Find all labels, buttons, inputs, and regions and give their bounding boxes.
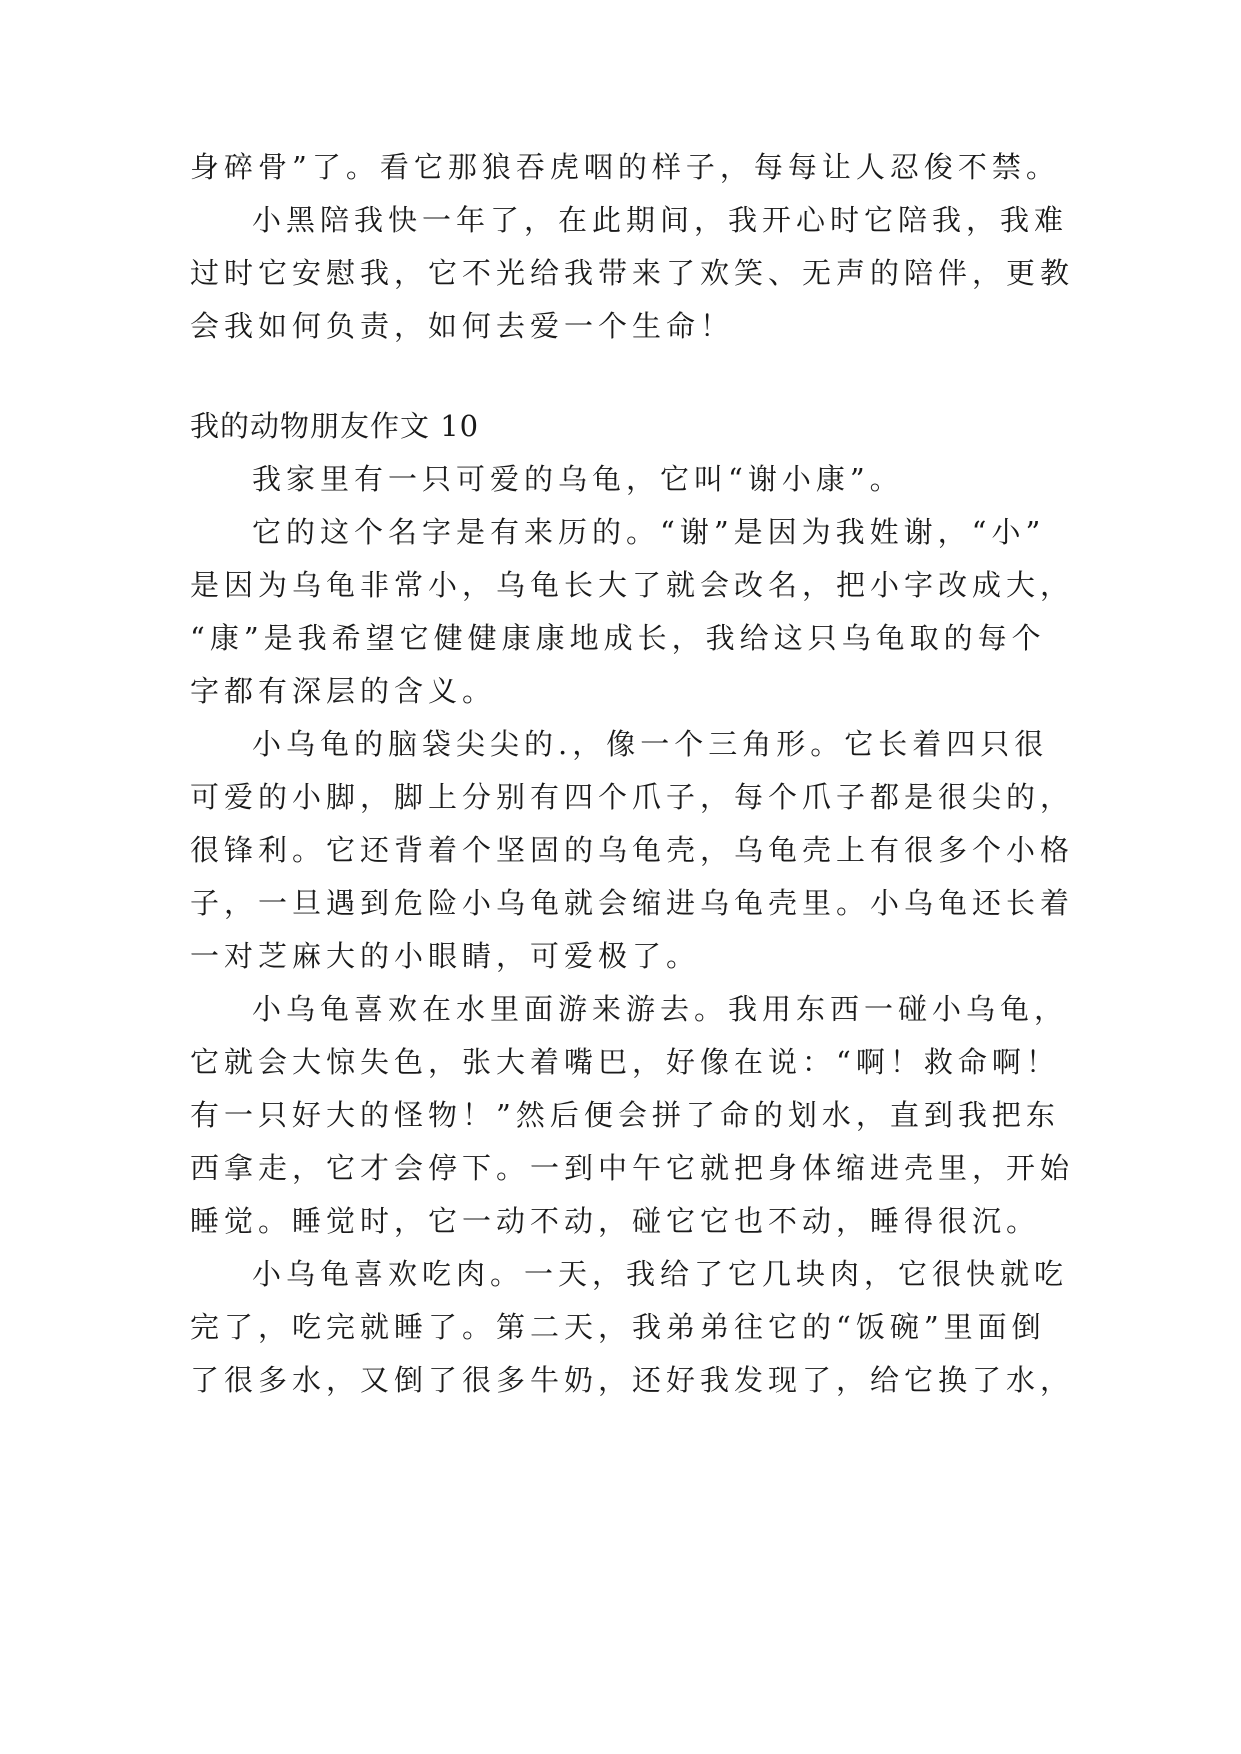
essay-title: 我的动物朋友作文 10 xyxy=(190,409,480,443)
paragraph-line: 西拿走，它才会停下。一到中午它就把身体缩进壳里，开始 xyxy=(190,1151,1075,1185)
paragraph-line: 小乌龟的脑袋尖尖的.，像一个三角形。它长着四只很 xyxy=(252,727,1049,761)
paragraph-line: 了很多水，又倒了很多牛奶，还好我发现了，给它换了水， xyxy=(190,1363,1075,1397)
paragraph-line: 完了，吃完就睡了。第二天，我弟弟往它的“饭碗”里面倒 xyxy=(190,1310,1046,1344)
paragraph-line: 小黑陪我快一年了，在此期间，我开心时它陪我，我难 xyxy=(252,203,1069,237)
paragraph-line: 睡觉。睡觉时，它一动不动，碰它它也不动，睡得很沉。 xyxy=(190,1204,1041,1238)
paragraph-line: 我家里有一只可爱的乌龟，它叫“谢小康”。 xyxy=(252,462,904,496)
paragraph-line: 是因为乌龟非常小，乌龟长大了就会改名，把小字改成大， xyxy=(190,568,1075,602)
paragraph-line: 字都有深层的含义。 xyxy=(190,674,497,708)
paragraph-line: 过时它安慰我，它不光给我带来了欢笑、无声的陪伴，更教 xyxy=(190,256,1075,290)
paragraph-line: “康”是我希望它健健康康地成长，我给这只乌龟取的每个 xyxy=(190,621,1046,655)
paragraph-line: 有一只好大的怪物！”然后便会拼了命的划水，直到我把东 xyxy=(190,1098,1060,1132)
paragraph-line: 它就会大惊失色，张大着嘴巴，好像在说：“啊！救命啊！ xyxy=(190,1045,1060,1079)
paragraph-line: 小乌龟喜欢在水里面游来游去。我用东西一碰小乌龟， xyxy=(252,992,1069,1026)
paragraph-line: 子，一旦遇到危险小乌龟就会缩进乌龟壳里。小乌龟还长着 xyxy=(190,886,1075,920)
paragraph-line: 很锋利。它还背着个坚固的乌龟壳，乌龟壳上有很多个小格 xyxy=(190,833,1075,867)
paragraph-line: 身碎骨”了。看它那狼吞虎咽的样子，每每让人忍俊不禁。 xyxy=(190,150,1060,184)
paragraph-line: 一对芝麻大的小眼睛，可爱极了。 xyxy=(190,939,701,973)
paragraph-line: 它的这个名字是有来历的。“谢”是因为我姓谢，“小” xyxy=(252,515,1046,549)
paragraph-line: 小乌龟喜欢吃肉。一天，我给了它几块肉，它很快就吃 xyxy=(252,1257,1069,1291)
paragraph-line: 会我如何负责，如何去爱一个生命！ xyxy=(190,309,735,343)
paragraph-line: 可爱的小脚，脚上分别有四个爪子，每个爪子都是很尖的， xyxy=(190,780,1075,814)
